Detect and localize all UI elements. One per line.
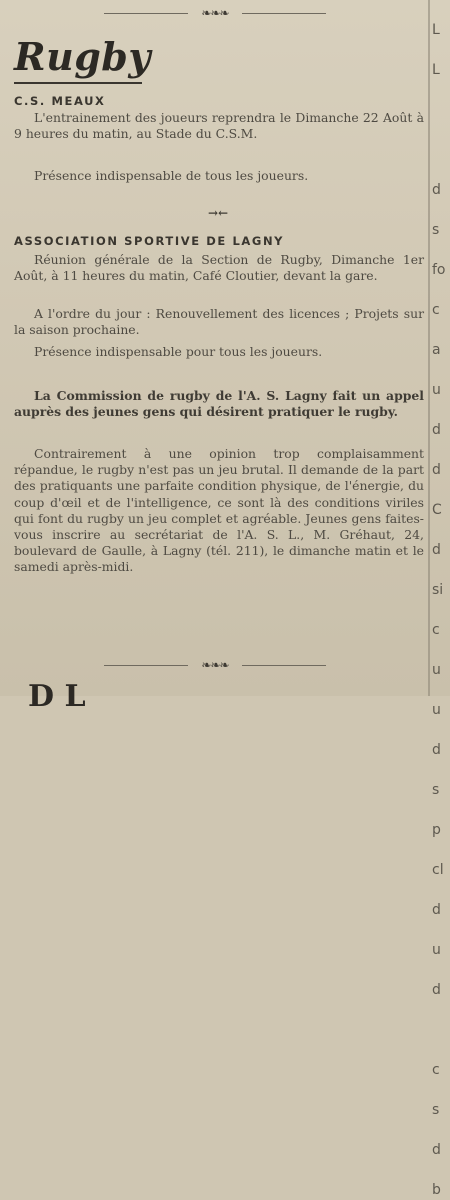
ornament-line-left — [104, 13, 188, 14]
column-fragment: d — [432, 542, 441, 558]
column-fragment: u — [432, 662, 441, 678]
column-fragment — [432, 760, 450, 780]
column-fragment: L — [432, 22, 440, 38]
column-fragment: d — [432, 982, 441, 998]
column-fragment — [432, 1080, 450, 1100]
top-ornament-rule — [0, 6, 428, 22]
column-fragment: fo — [432, 262, 446, 278]
column-fragment: C — [432, 502, 442, 518]
column-fragment — [432, 120, 450, 140]
column-fragment — [432, 80, 450, 100]
section2-body: Contrairement à une opinion trop complaisamment répandue, le rugby n'est pas un jeu brutal. Il demande de la part des pratiquants une parfaite condition physique, de l'énergie, du coup d'œil et de l'intelligence, ce sont là des conditions viriles qui font du rugby un jeu complet et agréable. Jeunes gens faites-vous inscrire au secrétariat de l'A. S. L., M. Gréhaut, 24, boulevard de Gaulle, à Lagny (tél. 211), le dimanche matin et le samedi après-midi. — [14, 446, 424, 575]
column-fragment — [432, 100, 450, 120]
column-fragment: s — [432, 782, 440, 798]
column-fragment — [432, 240, 450, 260]
column-fragment — [432, 400, 450, 420]
column-fragment — [432, 480, 450, 500]
column-fragment — [432, 1120, 450, 1140]
column-fragment: d — [432, 462, 441, 478]
column-fragment: u — [432, 702, 441, 718]
section2-appeal: La Commission de rugby de l'A. S. Lagny fait un appel auprès des jeunes gens qui désirent pratiquer le rugby. — [14, 388, 424, 420]
column-fragment — [432, 360, 450, 380]
ornament-icon: ❧❧❧ — [201, 6, 229, 20]
section1-paragraph-2: Présence indispensable de tous les joueurs. — [34, 168, 309, 183]
bottom-ornament-rule — [0, 658, 428, 674]
column-fragment: d — [432, 902, 441, 918]
column-fragment: u — [432, 382, 441, 398]
column-fragment: u — [432, 942, 441, 958]
column-fragment — [432, 320, 450, 340]
column-fragment: c — [432, 302, 440, 318]
column-fragment — [432, 880, 450, 900]
column-fragment — [432, 280, 450, 300]
column-fragment — [432, 800, 450, 820]
column-fragment: d — [432, 742, 441, 758]
adjacent-column-fragments — [432, 20, 450, 1198]
column-fragment — [432, 440, 450, 460]
column-fragment — [432, 140, 450, 160]
column-fragment: p — [432, 822, 441, 838]
column-fragment: c — [432, 622, 440, 638]
column-fragment: s — [432, 1102, 440, 1118]
column-fragment: d — [432, 182, 441, 198]
ornament-icon: ❧❧❧ — [201, 658, 229, 672]
section2-paragraph-3: Présence indispensable pour tous les joueurs. — [34, 344, 323, 359]
column-fragment — [432, 600, 450, 620]
column-fragment: d — [432, 1142, 441, 1158]
section2-paragraph-2: A l'ordre du jour : Renouvellement des licences ; Projets sur la saison prochaine. — [14, 306, 424, 338]
column-fragment — [432, 160, 450, 180]
column-fragment — [432, 640, 450, 660]
section1-paragraph-1: L'entrainement des joueurs reprendra le Dimanche 22 Août à 9 heures du matin, au Stade du C.S.M. — [14, 110, 424, 142]
column-rule — [428, 0, 430, 696]
column-fragment: d — [432, 422, 441, 438]
column-fragment — [432, 1040, 450, 1060]
divider-arrows-icon: →← — [207, 206, 229, 220]
column-fragment — [432, 960, 450, 980]
column-fragment — [432, 560, 450, 580]
column-fragment: si — [432, 582, 444, 598]
next-article-headline-fragment: D L — [28, 679, 86, 714]
column-fragment — [432, 200, 450, 220]
column-fragment: L — [432, 62, 440, 78]
ornament-line-right — [242, 665, 326, 666]
column-fragment — [432, 840, 450, 860]
ornament-line-right — [242, 13, 326, 14]
column-fragment: b — [432, 1182, 441, 1198]
page-title: Rugby — [14, 34, 151, 79]
title-underline — [14, 82, 142, 84]
column-fragment — [432, 920, 450, 940]
column-fragment — [432, 720, 450, 740]
column-fragment: cl — [432, 862, 444, 878]
column-fragment: c — [432, 1062, 440, 1078]
section-title-cs-meaux: C.S. MEAUX — [14, 94, 106, 108]
column-fragment — [432, 40, 450, 60]
column-fragment: s — [432, 222, 440, 238]
section-title-as-lagny: ASSOCIATION SPORTIVE DE LAGNY — [14, 234, 285, 248]
column-fragment — [432, 520, 450, 540]
column-fragment — [432, 1020, 450, 1040]
ornament-line-left — [104, 665, 188, 666]
section2-paragraph-1: Réunion générale de la Section de Rugby, Dimanche 1er Août, à 11 heures du matin, Café Cloutier, devant la gare. — [14, 252, 424, 284]
column-fragment — [432, 1000, 450, 1020]
column-fragment — [432, 680, 450, 700]
column-fragment — [432, 1160, 450, 1180]
column-fragment: a — [432, 342, 441, 358]
